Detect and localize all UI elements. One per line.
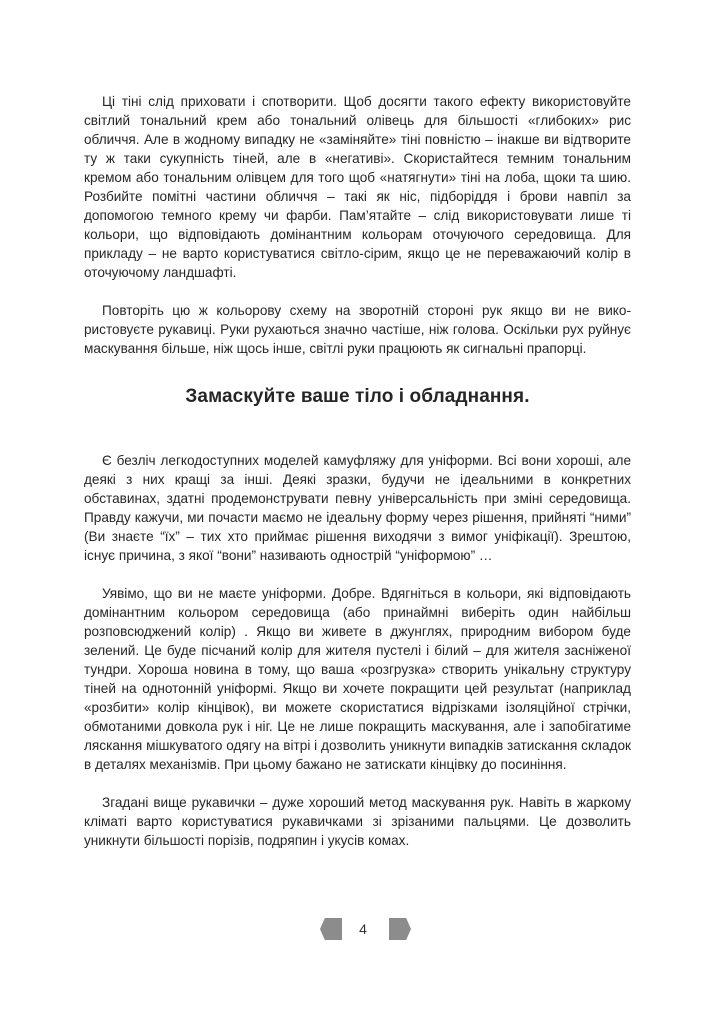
left-arrow-tab-icon[interactable] bbox=[320, 918, 342, 940]
page-body bbox=[84, 92, 631, 850]
paragraph-gloves: Згадані вище рукавички – дуже хороший метод маскування рук. Навіть в жаркому кліматі варто користуватися рукавичками зі зрізаними пальцями. Це дозволить уникнути більшості порізів, подряпин і укусів комах. bbox=[84, 795, 631, 848]
paragraph-hands-color: Повторіть цю ж кольорову схему на зворотній стороні рук якщо ви не використовуєте рукавиці. Руки рухаються значно частіше, ніж голова. Оскільки рух руйнує маскування більше, ніж щось інше, світлі руки працюють як сигнальні прапорці. bbox=[84, 303, 631, 356]
paragraph-camouflage-models: Є безліч легкодоступних моделей камуфляжу для уніформи. Всі вони хороші, але деякі з них кращі за інші. Деякі зразки, будучи не ідеальними в конкретних обставинах, здатні продемонструвати певну універсальність при зміні середовища. Правду кажучи, ми почасти маємо не ідеальну форму через рішення, прийняті “ними” (Ви знаєте “їх” – тих хто приймає рішення виходячи з вимог уніфікації). Зрештою, існує причина, з якої “вони” називають однострій “уніформою” … bbox=[84, 453, 631, 563]
section-heading: Замаскуйте ваше тіло і обладнання. bbox=[185, 386, 530, 407]
page-number: 4 bbox=[359, 921, 367, 937]
right-arrow-tab-icon[interactable] bbox=[389, 918, 411, 940]
paragraph-no-uniform: Уявімо, що ви не маєте уніформи. Добре. Вдягніться в кольори, які відповідають домінантним кольором середовища (або принаймні виберіть один найбільш розповсюджений колір) . Якщо ви живете в джунглях, природним вибором буде зелений. Це буде пісчаний колір для жителя пустелі і білий – для жителя засніженої тундри. Хороша новина в тому, що ваша «розгрузка» створить унікальну структуру тіней на однотонній уніформі. Якщо ви хочете покращити цей результат (наприклад «розбити» колір кінцівок), ви можете скористатися відрізками ізоляційної стрічки, обмотаними довкола рук і ніг. Це не лише покращить маскування, але і запобігатиме ляскання мішкуватого одягу на вітрі і дозволить уникнути випадків затискання складок в деталях механізмів. При цьому бажано не затискати кінцівку до посиніння. bbox=[84, 586, 631, 772]
paragraph-conceal-shadows: Ці тіні слід приховати і спотворити. Щоб досягти такого ефекту використовуйте світлий тональний крем або тональний олівець для більшості «глибоких» рис обличчя. Але в жодному випадку не «заміняйте» тіні повністю – інакше ви відтворите ту ж таки сукупність тіней, але в «негативі». Скористайтеся темним тональним кремом або тональним олівцем для того щоб «натягнути» тіні на лоба, щоки та шию. Розбийте помітні частини обличчя – такі як ніс, підборіддя і брови навпіл за допомогою темного крему чи фарби. Пам’ятайте – слід використовувати лише ті кольори, що відповідають домінантним кольорам оточуючого середовища. Для прикладу – не варто користуватися світло-сірим, якщо це не переважаючий колір в оточуючому ландшафті. bbox=[84, 94, 631, 280]
page-footer bbox=[0, 918, 725, 940]
